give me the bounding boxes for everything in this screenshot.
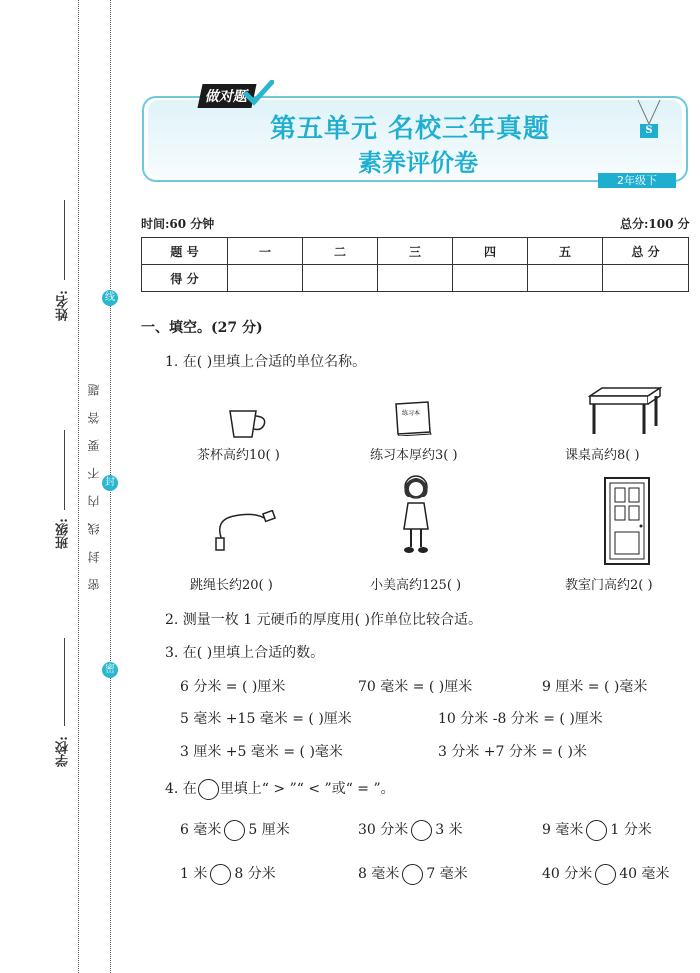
q4-item: [542, 863, 670, 885]
desk-icon: [588, 386, 662, 436]
q4-item: [358, 819, 463, 841]
q4-right: 8 分米: [234, 866, 276, 882]
table-header-cell: 三: [378, 238, 453, 265]
compare-circle[interactable]: [402, 864, 423, 885]
section-heading: 一、填空。(27 分): [141, 320, 263, 336]
q3-item: 9 厘米 = ( )毫米: [542, 679, 648, 695]
q4-right: 40 毫米: [619, 866, 670, 882]
q4-left: 8 毫米: [358, 866, 400, 882]
score-cell[interactable]: [228, 265, 303, 292]
name-label: 姓名:: [56, 290, 71, 321]
q4-right: 5 厘米: [248, 822, 290, 838]
q1-item-desk: 课桌高约8( ): [565, 448, 640, 463]
question-1-prompt: 1. 在( )里填上合适的单位名称。: [165, 354, 367, 370]
seal-instruction: 密 封 线 内 不 要 答 题: [87, 378, 101, 591]
question-3-prompt: 3. 在( )里填上合适的数。: [165, 645, 325, 661]
q4-item: [542, 819, 652, 841]
table-header-cell: 四: [453, 238, 528, 265]
seal-line-badge: 线: [102, 290, 118, 306]
girl-icon: [396, 473, 436, 557]
total-score: 总分:100 分: [620, 217, 690, 231]
table-header-cell: 总 分: [603, 238, 689, 265]
table-header-cell: 二: [303, 238, 378, 265]
name-field-line[interactable]: [64, 200, 65, 280]
compare-circle[interactable]: [411, 820, 432, 841]
compare-circle[interactable]: [595, 864, 616, 885]
q4-left: 6 毫米: [180, 822, 222, 838]
q4-right: 1 分米: [610, 822, 652, 838]
banner-tag: 做对题: [197, 84, 256, 108]
q4-left: 40 分米: [542, 866, 593, 882]
page-title: 第五单元 名校三年真题: [270, 114, 551, 144]
question-2: 2. 测量一枚 1 元硬币的厚度用( )作单位比较合适。: [165, 612, 482, 628]
score-row-label: 得 分: [142, 265, 228, 292]
hanging-tag-icon: [630, 100, 670, 126]
compare-circle[interactable]: [210, 864, 231, 885]
class-label: 班级:: [56, 518, 71, 549]
q3-item: 5 毫米 +15 毫米 = ( )厘米: [180, 711, 352, 727]
q1-item-girl: 小美高约125( ): [370, 578, 462, 593]
compare-circle-sample: [198, 779, 219, 800]
score-cell[interactable]: [603, 265, 689, 292]
q1-item-door: 教室门高约2( ): [565, 578, 653, 593]
q4-prompt-before: 4. 在: [165, 781, 197, 797]
table-row: [142, 265, 689, 292]
score-cell[interactable]: [528, 265, 603, 292]
q4-left: 1 米: [180, 866, 208, 882]
q4-right: 3 米: [435, 822, 463, 838]
grade-badge: 2年级下: [598, 173, 676, 188]
score-table: [141, 237, 689, 292]
notebook-cover-text: 练习本: [402, 410, 421, 417]
q3-item: 3 分米 +7 分米 = ( )米: [438, 744, 587, 760]
q3-item: 10 分米 -8 分米 = ( )厘米: [438, 711, 603, 727]
checkmark-icon: [244, 80, 274, 106]
q4-item: [358, 863, 468, 885]
school-label: 学校:: [56, 736, 71, 767]
jump-rope-icon: [210, 510, 276, 552]
page-subtitle: 素养评价卷: [358, 149, 478, 177]
score-cell[interactable]: [303, 265, 378, 292]
table-row: [142, 238, 689, 265]
q4-prompt-after: 里填上“ > ”“ < ”或“ = ”。: [219, 781, 395, 797]
time-limit: 时间:60 分钟: [141, 217, 215, 231]
table-header-cell: 五: [528, 238, 603, 265]
question-4-prompt: [165, 778, 395, 800]
teacup-icon: [226, 407, 270, 441]
q4-item: [180, 819, 290, 841]
seal-seal-badge: 封: [102, 475, 118, 491]
compare-circle[interactable]: [586, 820, 607, 841]
q1-item-jump-rope: 跳绳长约20( ): [190, 578, 273, 593]
seal-secret-badge: 密: [102, 662, 118, 678]
q4-left: 30 分米: [358, 822, 409, 838]
class-field-line[interactable]: [64, 430, 65, 510]
q3-item: 70 毫米 = ( )厘米: [358, 679, 473, 695]
notebook-icon: [390, 400, 434, 436]
door-icon: [603, 476, 651, 566]
q1-item-notebook: 练习本厚约3( ): [370, 448, 458, 463]
q3-item: 3 厘米 +5 毫米 = ( )毫米: [180, 744, 343, 760]
q4-item: [180, 863, 276, 885]
compare-circle[interactable]: [224, 820, 245, 841]
binding-dotted-line-outer: [78, 0, 79, 973]
table-header-cell: 题 号: [142, 238, 228, 265]
q1-item-teacup: 茶杯高约10( ): [197, 448, 280, 463]
score-cell[interactable]: [378, 265, 453, 292]
school-field-line[interactable]: [64, 638, 65, 726]
q4-right: 7 毫米: [426, 866, 468, 882]
q3-item: 6 分米 = ( )厘米: [180, 679, 286, 695]
score-cell[interactable]: [453, 265, 528, 292]
table-header-cell: 一: [228, 238, 303, 265]
s-badge: S: [640, 124, 658, 138]
q4-left: 9 毫米: [542, 822, 584, 838]
